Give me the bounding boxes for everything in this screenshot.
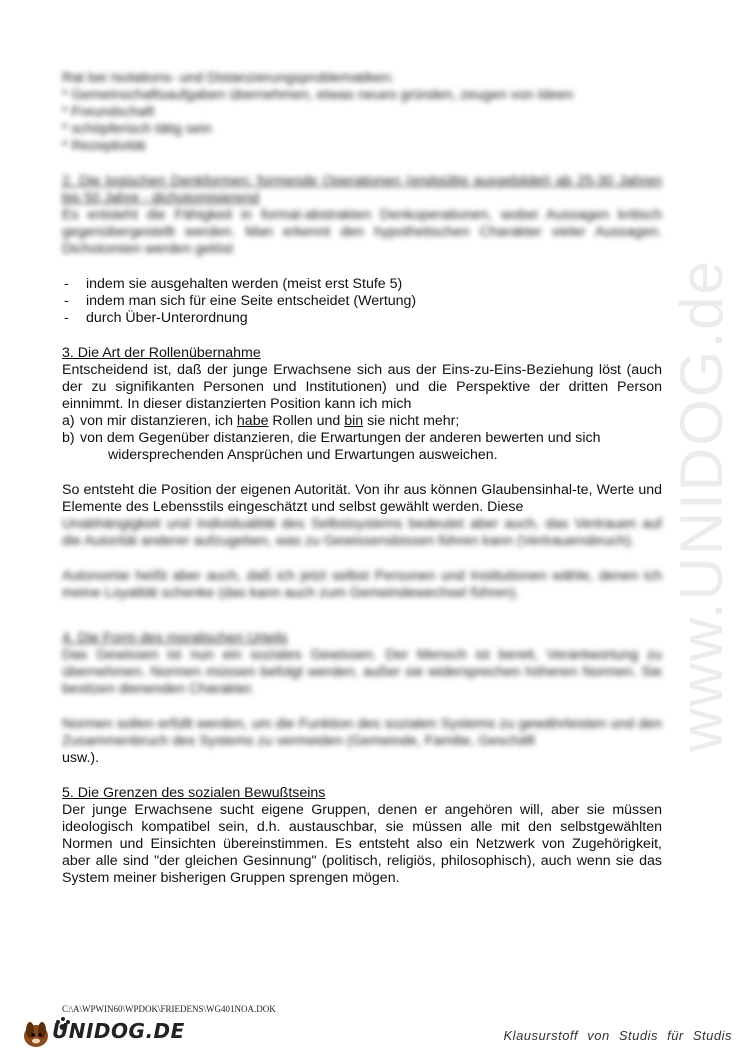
section5-body: Der junge Erwachsene sucht eigene Gruppen, denen er angehören will, aber sie müssen ideologisch kompatibel sein, d.h. austauschbar, sie müssen alle mit den selbstgewählten Normen und Einsichten übereinstimmen. Es entsteht also ein Netzwerk von Zugehörigkeit, aber alle sind "der gleichen Gesinnung" (politisch, religiös, philosophisch), auch wenn sie das System meiner bisherigen Gruppen sprengen mögen. xyxy=(62,802,662,886)
list-item: - durch Über-Unterordnung xyxy=(62,310,662,327)
section4-body: Das Gewissen ist nun ein soziales Gewissen. Der Mensch ist bereit, Verantwortung zu übernehmen. Normen müssen befolgt werden, außer sie widersprechen höheren Normen. Sie besitzen dienenden Charakter. xyxy=(62,647,662,697)
option-b-continuation: widersprechenden Ansprüchen und Erwartungen ausweichen. xyxy=(108,447,498,463)
section4-heading: 4. Die Form des moralischen Urteils xyxy=(62,630,288,646)
section4-body: Normen sollen erfüllt werden, um die Funktion des sozialen Systems zu gewährleisten und den Zusammenbruch des Systems zu vermeiden (Gemeinde, Familie, Geschäft xyxy=(62,716,662,749)
document-page xyxy=(62,70,662,887)
word-bin: bin xyxy=(344,413,364,429)
intro-item: * schöpferisch tätig sein xyxy=(62,121,212,137)
unidog-logo[interactable]: UNIDOG.DE xyxy=(52,1019,185,1043)
intro-item: * Rezeptivität xyxy=(62,138,146,154)
section2-list xyxy=(62,276,662,327)
watermark-text: www.UNIDOG.de xyxy=(667,258,735,752)
option-a-text: von mir distanzieren, ich habe Rollen und bin sie nicht mehr; xyxy=(80,413,460,429)
section3-intro: Entscheidend ist, daß der junge Erwachsene sich aus der Eins-zu-Eins-Beziehung löst (auch der zu signifikanten Personen und Institutionen) und die Perspektive der dritten Person einnimmt. In dieser distanzierten Position kann ich mich xyxy=(62,362,662,412)
section2-body: Es entsteht die Fähigkeit in formal-abstrakten Denkoperationen, wobei Aussagen kritisch gegenübergestellt werden. Man erkennt den hypothetischen Charakter vieler Aussagen. Dichotomien werden gelöst xyxy=(62,207,662,257)
option-b xyxy=(62,430,662,447)
section3-heading: 3. Die Art der Rollenübernahme xyxy=(62,345,261,361)
option-b-text: von dem Gegenüber distanzieren, die Erwartungen der anderen bewerten und sich xyxy=(80,430,601,446)
list-item: - indem sie ausgehalten werden (meist erst Stufe 5) xyxy=(62,276,662,293)
option-a-label: a) xyxy=(62,413,75,429)
word-habe: habe xyxy=(236,413,269,429)
section3-paragraph-blurred: Unabhängigkeit und Individualität des Selbstsystems bedeutet aber auch, das Vertrauen auf die Autorität anderer aufzugeben, was zu Gewissensbissen führen kann (Vertrauensbruch). xyxy=(62,516,662,549)
file-path: C:\A\WPWIN60\WPDOK\FRIEDENS\WG401NOA.DOK xyxy=(62,1004,276,1014)
intro-title: Rat bei Isolations- und Distanzierungsproblematiken: xyxy=(62,70,395,86)
watermark xyxy=(656,258,746,752)
footer-tagline: Klausurstoff von Studis für Studis xyxy=(503,1028,732,1043)
blurred-intro xyxy=(62,70,662,155)
section3-paragraph-blurred: Autonomie heißt aber auch, daß ich jetzt selbst Personen und Institutionen wähle, denen ich meine Loyalität schenke (das kann auch zum Gemeindewechsel führen). xyxy=(62,568,662,601)
list-item: - indem man sich für eine Seite entscheidet (Wertung) xyxy=(62,293,662,310)
section3-blurred xyxy=(62,516,662,750)
section3-paragraph: So entsteht die Position der eigenen Autorität. Von ihr aus können Glaubensinhal-te, Werte und Elemente des Lebensstils eingeschätzt und selbst gewählt werden. Diese xyxy=(62,482,662,515)
section4-tail: usw.). xyxy=(62,750,100,766)
option-b-label: b) xyxy=(62,430,75,446)
section5-heading: 5. Die Grenzen des sozialen Bewußtseins xyxy=(62,785,326,801)
section2-heading: 2. Die logischen Denkformen: formende Operationen (endgültig ausgebildet) ab 25-30 Jahren bis 50 Jahre - dichotomisierend xyxy=(62,173,662,206)
intro-item: * Freundschaft xyxy=(62,104,155,120)
intro-item: * Gemeinschaftsaufgaben übernehmen, etwas neues gründen, zeugen von Ideen xyxy=(62,87,574,103)
option-a xyxy=(62,413,662,430)
section2-blurred xyxy=(62,173,662,258)
